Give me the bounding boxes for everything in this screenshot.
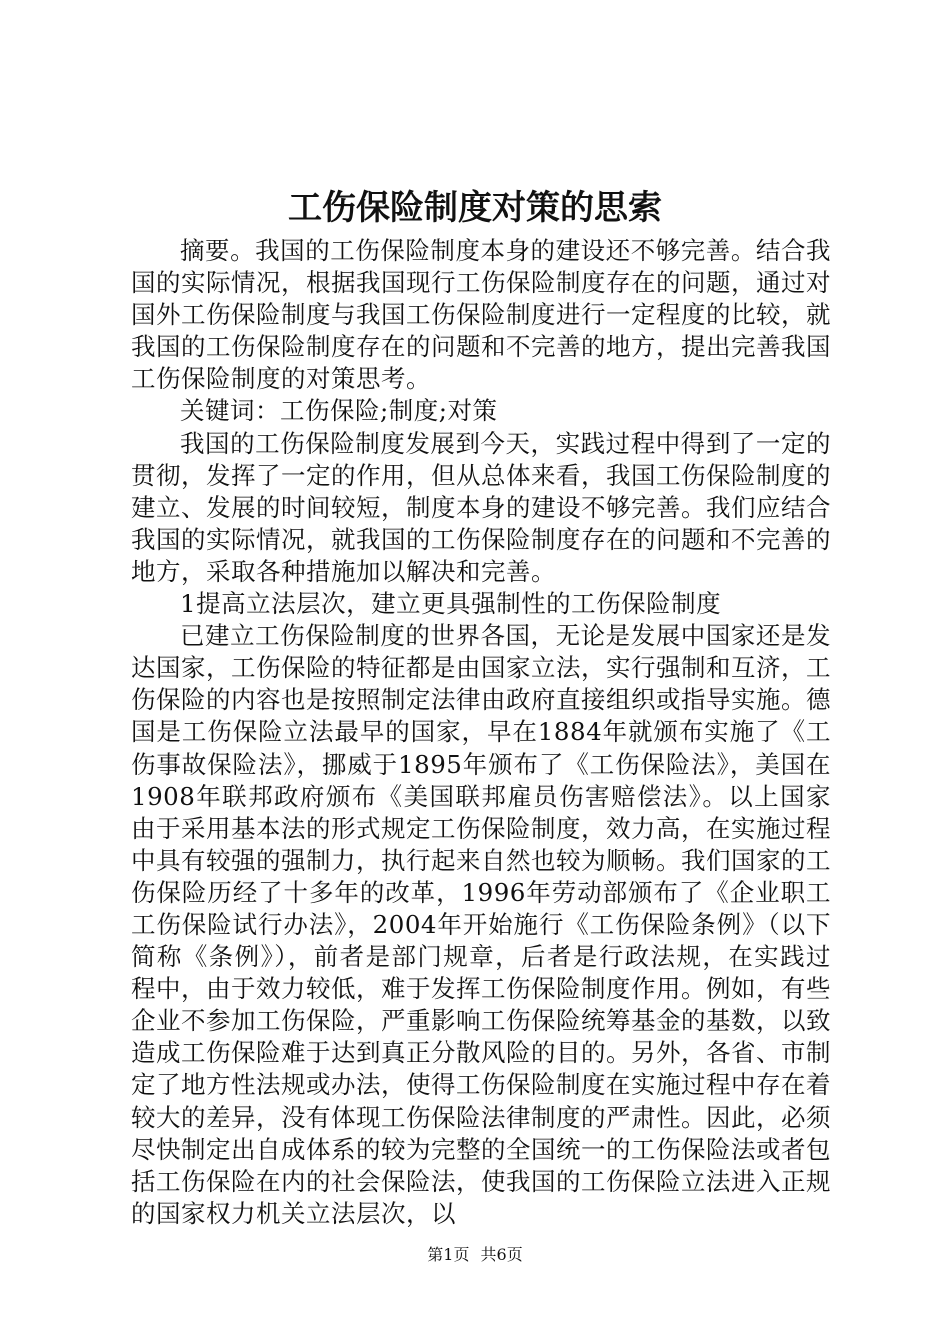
page-footer (0, 1244, 950, 1266)
page-number: 第1页 (427, 1245, 470, 1264)
document-body (131, 235, 831, 1230)
abstract-paragraph: 摘要。我国的工伤保险制度本身的建设还不够完善。结合我国的实际情况，根据我国现行工伤保险制度存在的问题，通过对国外工伤保险制度与我国工伤保险制度进行一定程度的比较，就我国的工伤保险制度存在的问题和不完善的地方，提出完善我国工伤保险制度的对策思考。 (131, 236, 831, 394)
page-total: 共6页 (480, 1245, 523, 1264)
document-title: 工伤保险制度对策的思索 (288, 188, 662, 228)
section-paragraph: 已建立工伤保险制度的世界各国，无论是发展中国家还是发达国家，工伤保险的特征都是由国家立法，实行强制和互济，工伤保险的内容也是按照制定法律由政府直接组织或指导实施。德国是工伤保险立法最早的国家，早在1884年就颁布实施了《工伤事故保险法》，挪威于1895年颁布了《工伤保险法》，美国在1908年联邦政府颁布《美国联邦雇员伤害赔偿法》。以上国家由于采用基本法的形式规定工伤保险制度，效力高，在实施过程中具有较强的强制力，执行起来自然也较为顺畅。我们国家的工伤保险历经了十多年的改革，1996年劳动部颁布了《企业职工工伤保险试行办法》，2004年开始施行《工伤保险条例》（以下简称《条例》），前者是部门规章，后者是行政法规，在实践过程中，由于效力较低，难于发挥工伤保险制度作用。例如，有些企业不参加工伤保险，严重影响工伤保险统筹基金的基数，以致造成工伤保险难于达到真正分散风险的目的。另外，各省、市制定了地方性法规或办法，使得工伤保险制度在实施过程中存在着较大的差异，没有体现工伤保险法律制度的严肃性。因此，必须尽快制定出自成体系的较为完整的全国统一的工伤保险法或者包括工伤保险在内的社会保险法，使我国的工伤保险立法进入正规的国家权力机关立法层次，以 (131, 621, 831, 1228)
section-heading: 1提高立法层次，建立更具强制性的工伤保险制度 (180, 589, 722, 619)
keywords-paragraph: 关键词：工伤保险;制度;对策 (180, 396, 498, 426)
intro-paragraph: 我国的工伤保险制度发展到今天，实践过程中得到了一定的贯彻，发挥了一定的作用，但从总体来看，我国工伤保险制度的建立、发展的时间较短，制度本身的建设不够完善。我们应结合我国的实际情况，就我国的工伤保险制度存在的问题和不完善的地方，采取各种措施加以解决和完善。 (131, 428, 831, 586)
